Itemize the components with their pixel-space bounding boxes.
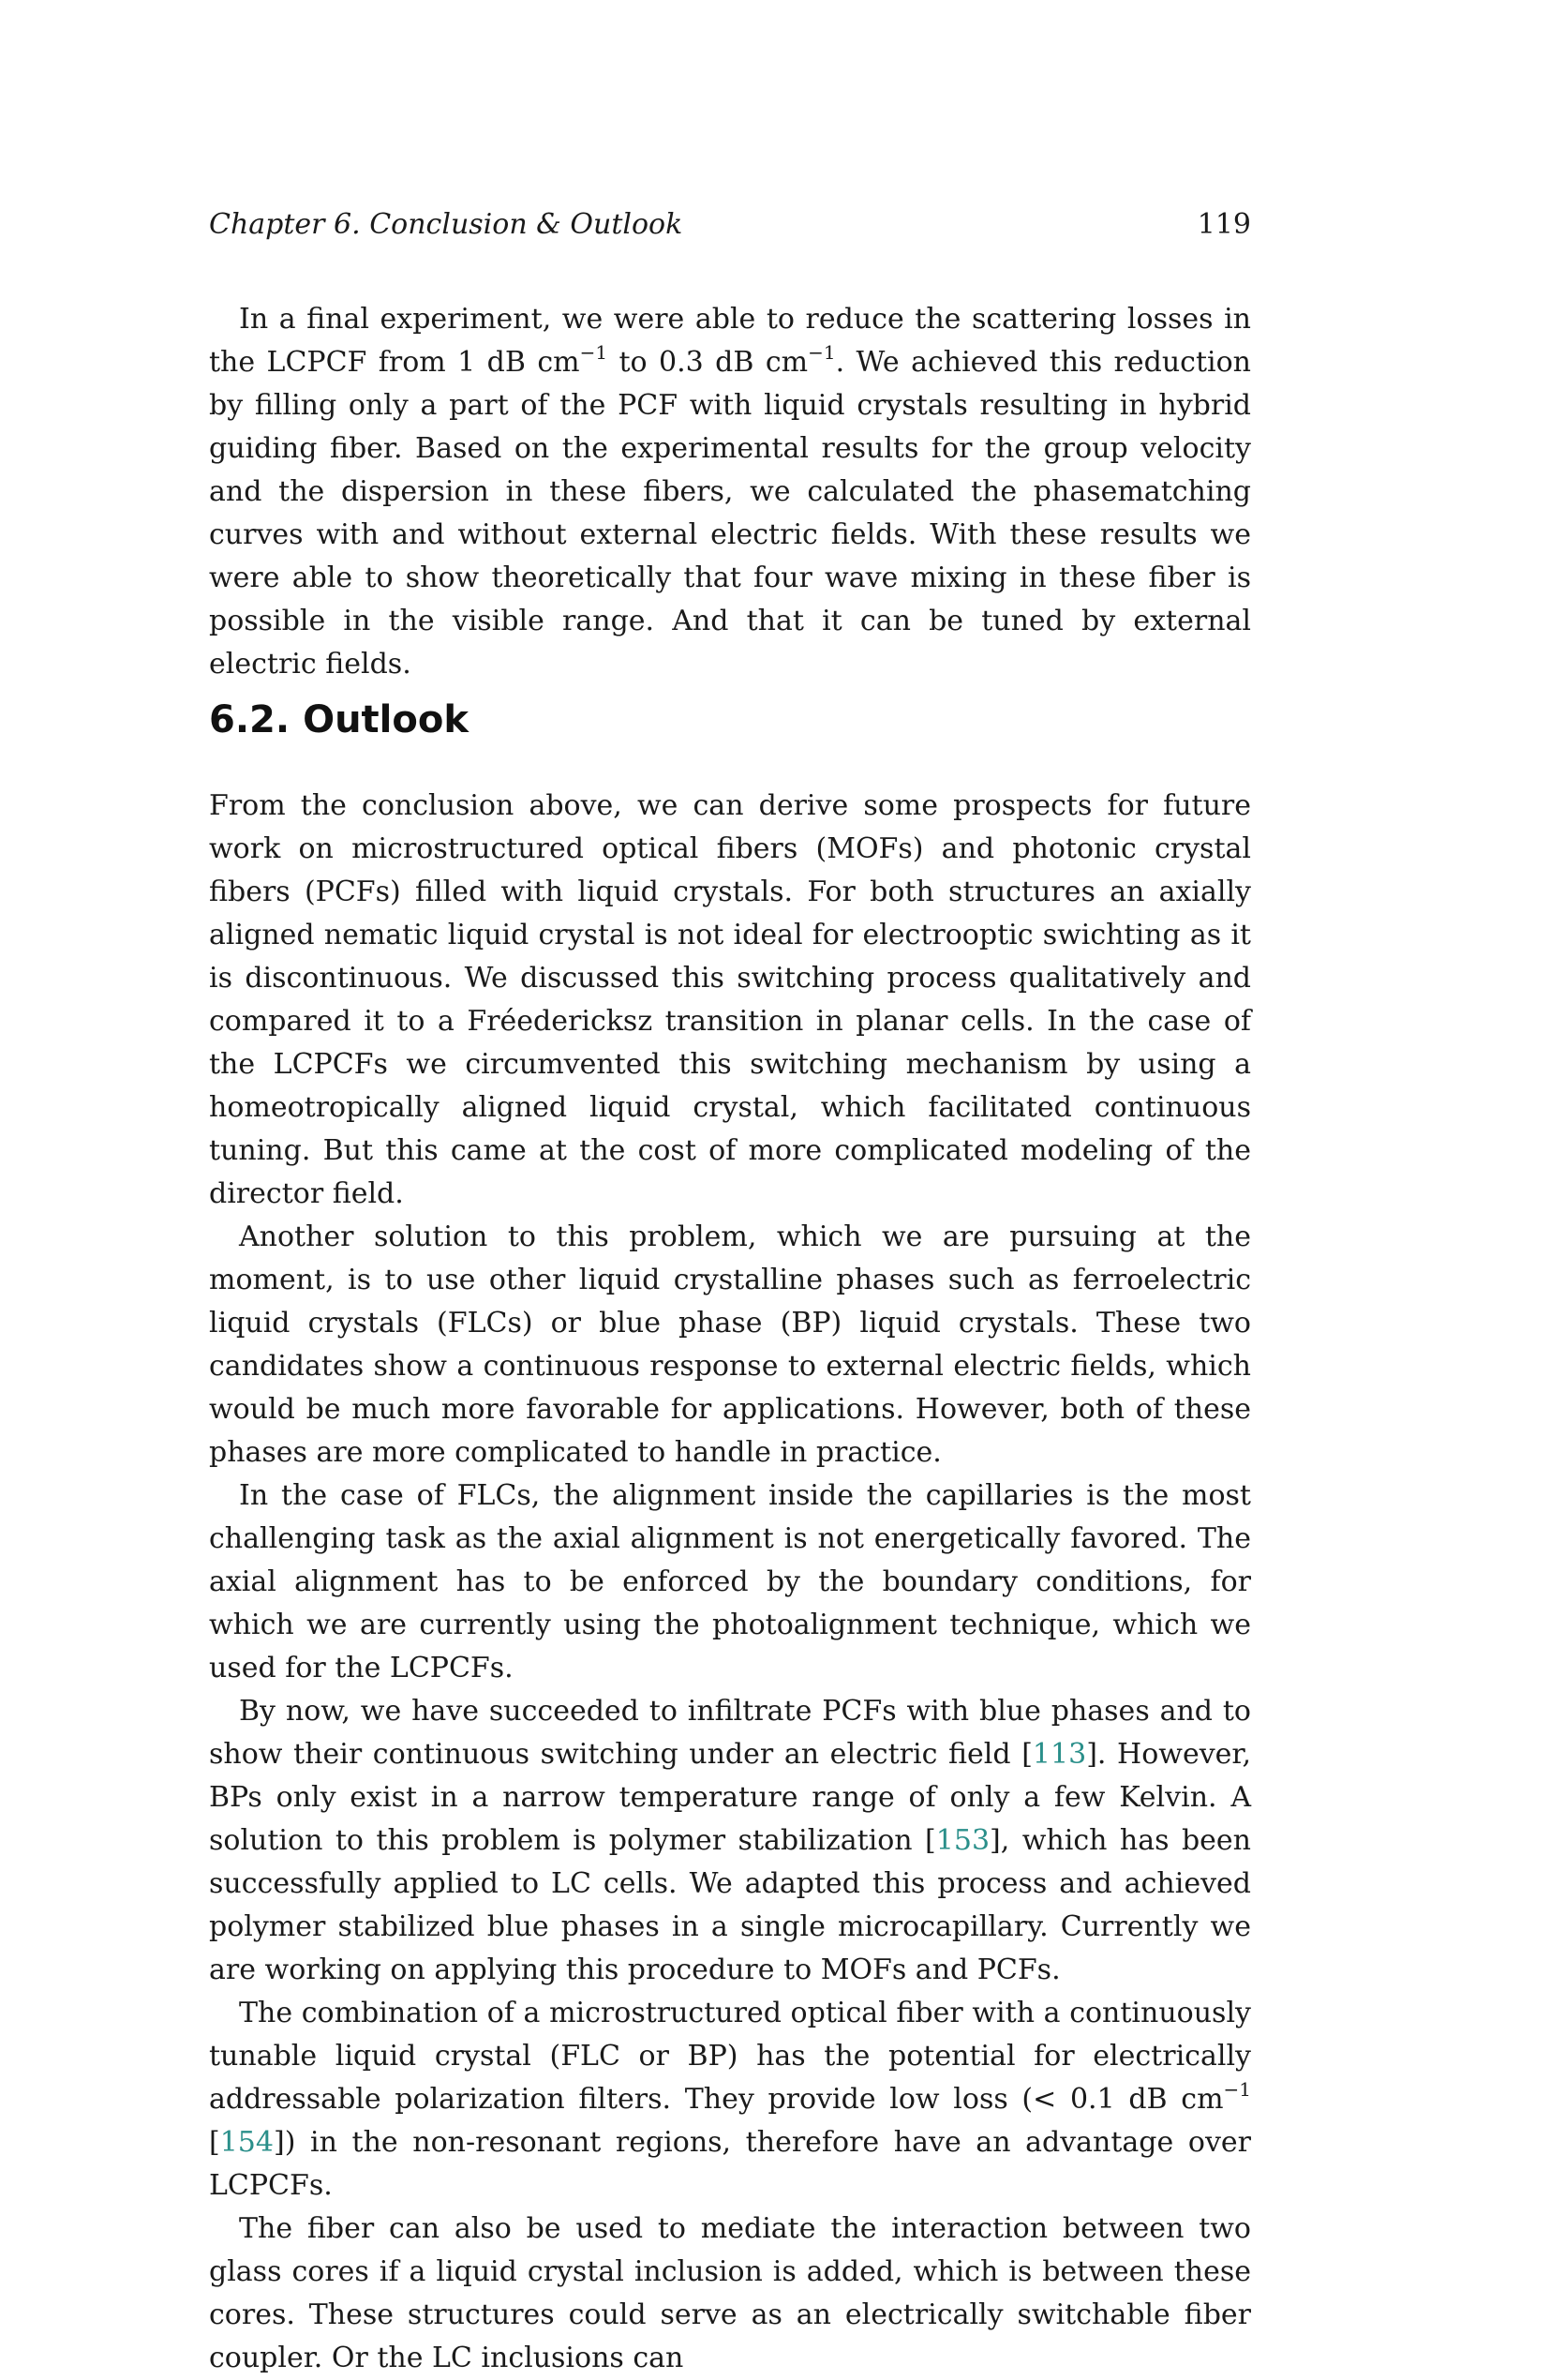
paragraph: By now, we have succeeded to infiltrate PCFs with blue phases and to show their continuous switching under an electric field [113]. However, BPs only exist in a narrow temperature range of only a few Kelvin. A solution to this problem is polymer stabilization [153], which has been successfully applied to LC cells. We adapted this process and achieved polymer stabilized blue phases in a single microcapillary. Currently we are working on applying this procedure to MOFs and PCFs. [209, 1695, 1251, 1986]
section-title: Outlook [303, 698, 469, 741]
paragraph: Another solution to this problem, which we are pursuing at the moment, is to use other liquid crystalline phases such as ferroelectric liquid crystals (FLCs) or blue phase (BP) liquid crystals. These two candidates show a continuous response to external electric fields, which would be much more favorable for applications. However, both of these phases are more complicated to handle in practice. [209, 1220, 1251, 1469]
loss-value-1: 1 dB $cm^{-1}$ [457, 341, 608, 379]
outlook-body [209, 785, 1251, 2380]
paragraph: In the case of FLCs, the alignment inside the capillaries is the most challenging task as the axial alignment is not energetically favored. The axial alignment has to be enforced by the boundary conditions, for which we are currently using the photoalignment technique, which we used for the LCPCFs. [209, 1479, 1251, 1684]
intro-paragraph: In a final experiment, we were able to reduce the scattering losses in the LCPCF from 1 dB $cm^{-1}$ to 0.3 dB $cm^{-1}$. We achieved this reduction by filling only a part of the PCF with liquid crystals resulting in hybrid guiding fiber. Based on the experimental results for the group velocity and the dispersion in these fibers, we calculated the phasematching curves with and without external electric fields. With these results we were able to show theoretically that four wave mixing in these fiber is possible in the visible range. And that it can be tuned by external electric fields. [209, 303, 1251, 681]
paragraph: From the conclusion above, we can derive some prospects for future work on microstructured optical fibers (MOFs) and photonic crystal fibers (PCFs) filled with liquid crystals. For both structures an axially aligned nematic liquid crystal is not ideal for electrooptic swichting as it is discontinuous. We discussed this switching process qualitatively and compared it to a Fréedericksz transition in planar cells. In the case of the LCPCFs we circumvented this switching mechanism by using a homeotropically aligned liquid crystal, which facilitated continuous tuning. But this came at the cost of more complicated modeling of the director field. [209, 789, 1251, 1210]
loss-value-3: 0.1 dB $cm^{-1}$ [1069, 2078, 1252, 2116]
loss-value-2: 0.3 dB $cm^{-1}$ [659, 341, 836, 379]
citation-link[interactable]: 113 [1032, 1738, 1087, 1771]
citation-link[interactable]: 153 [935, 1824, 991, 1857]
citation-link[interactable]: 154 [219, 2126, 274, 2159]
section-heading [209, 692, 469, 748]
paragraph: The combination of a microstructured optical fiber with a continuously tunable liquid crystal (FLC or BP) has the potential for electrically addressable polarization filters. They provide low loss (< 0.1 dB $cm^{-1}$ [154]) in the non-resonant regions, therefore have an advantage over LCPCFs. [209, 1997, 1252, 2202]
running-header [209, 204, 1251, 246]
chapter-title: Chapter 6. Conclusion & Outlook [209, 208, 683, 241]
section-number: 6.2. [209, 698, 291, 741]
page-number: 119 [1197, 208, 1251, 241]
intro-block [209, 298, 1251, 686]
paragraph: The fiber can also be used to mediate the interaction between two glass cores if a liquid crystal inclusion is added, which is between these cores. These structures could serve as an electrically switchable fiber coupler. Or the LC inclusions can [209, 2212, 1251, 2374]
